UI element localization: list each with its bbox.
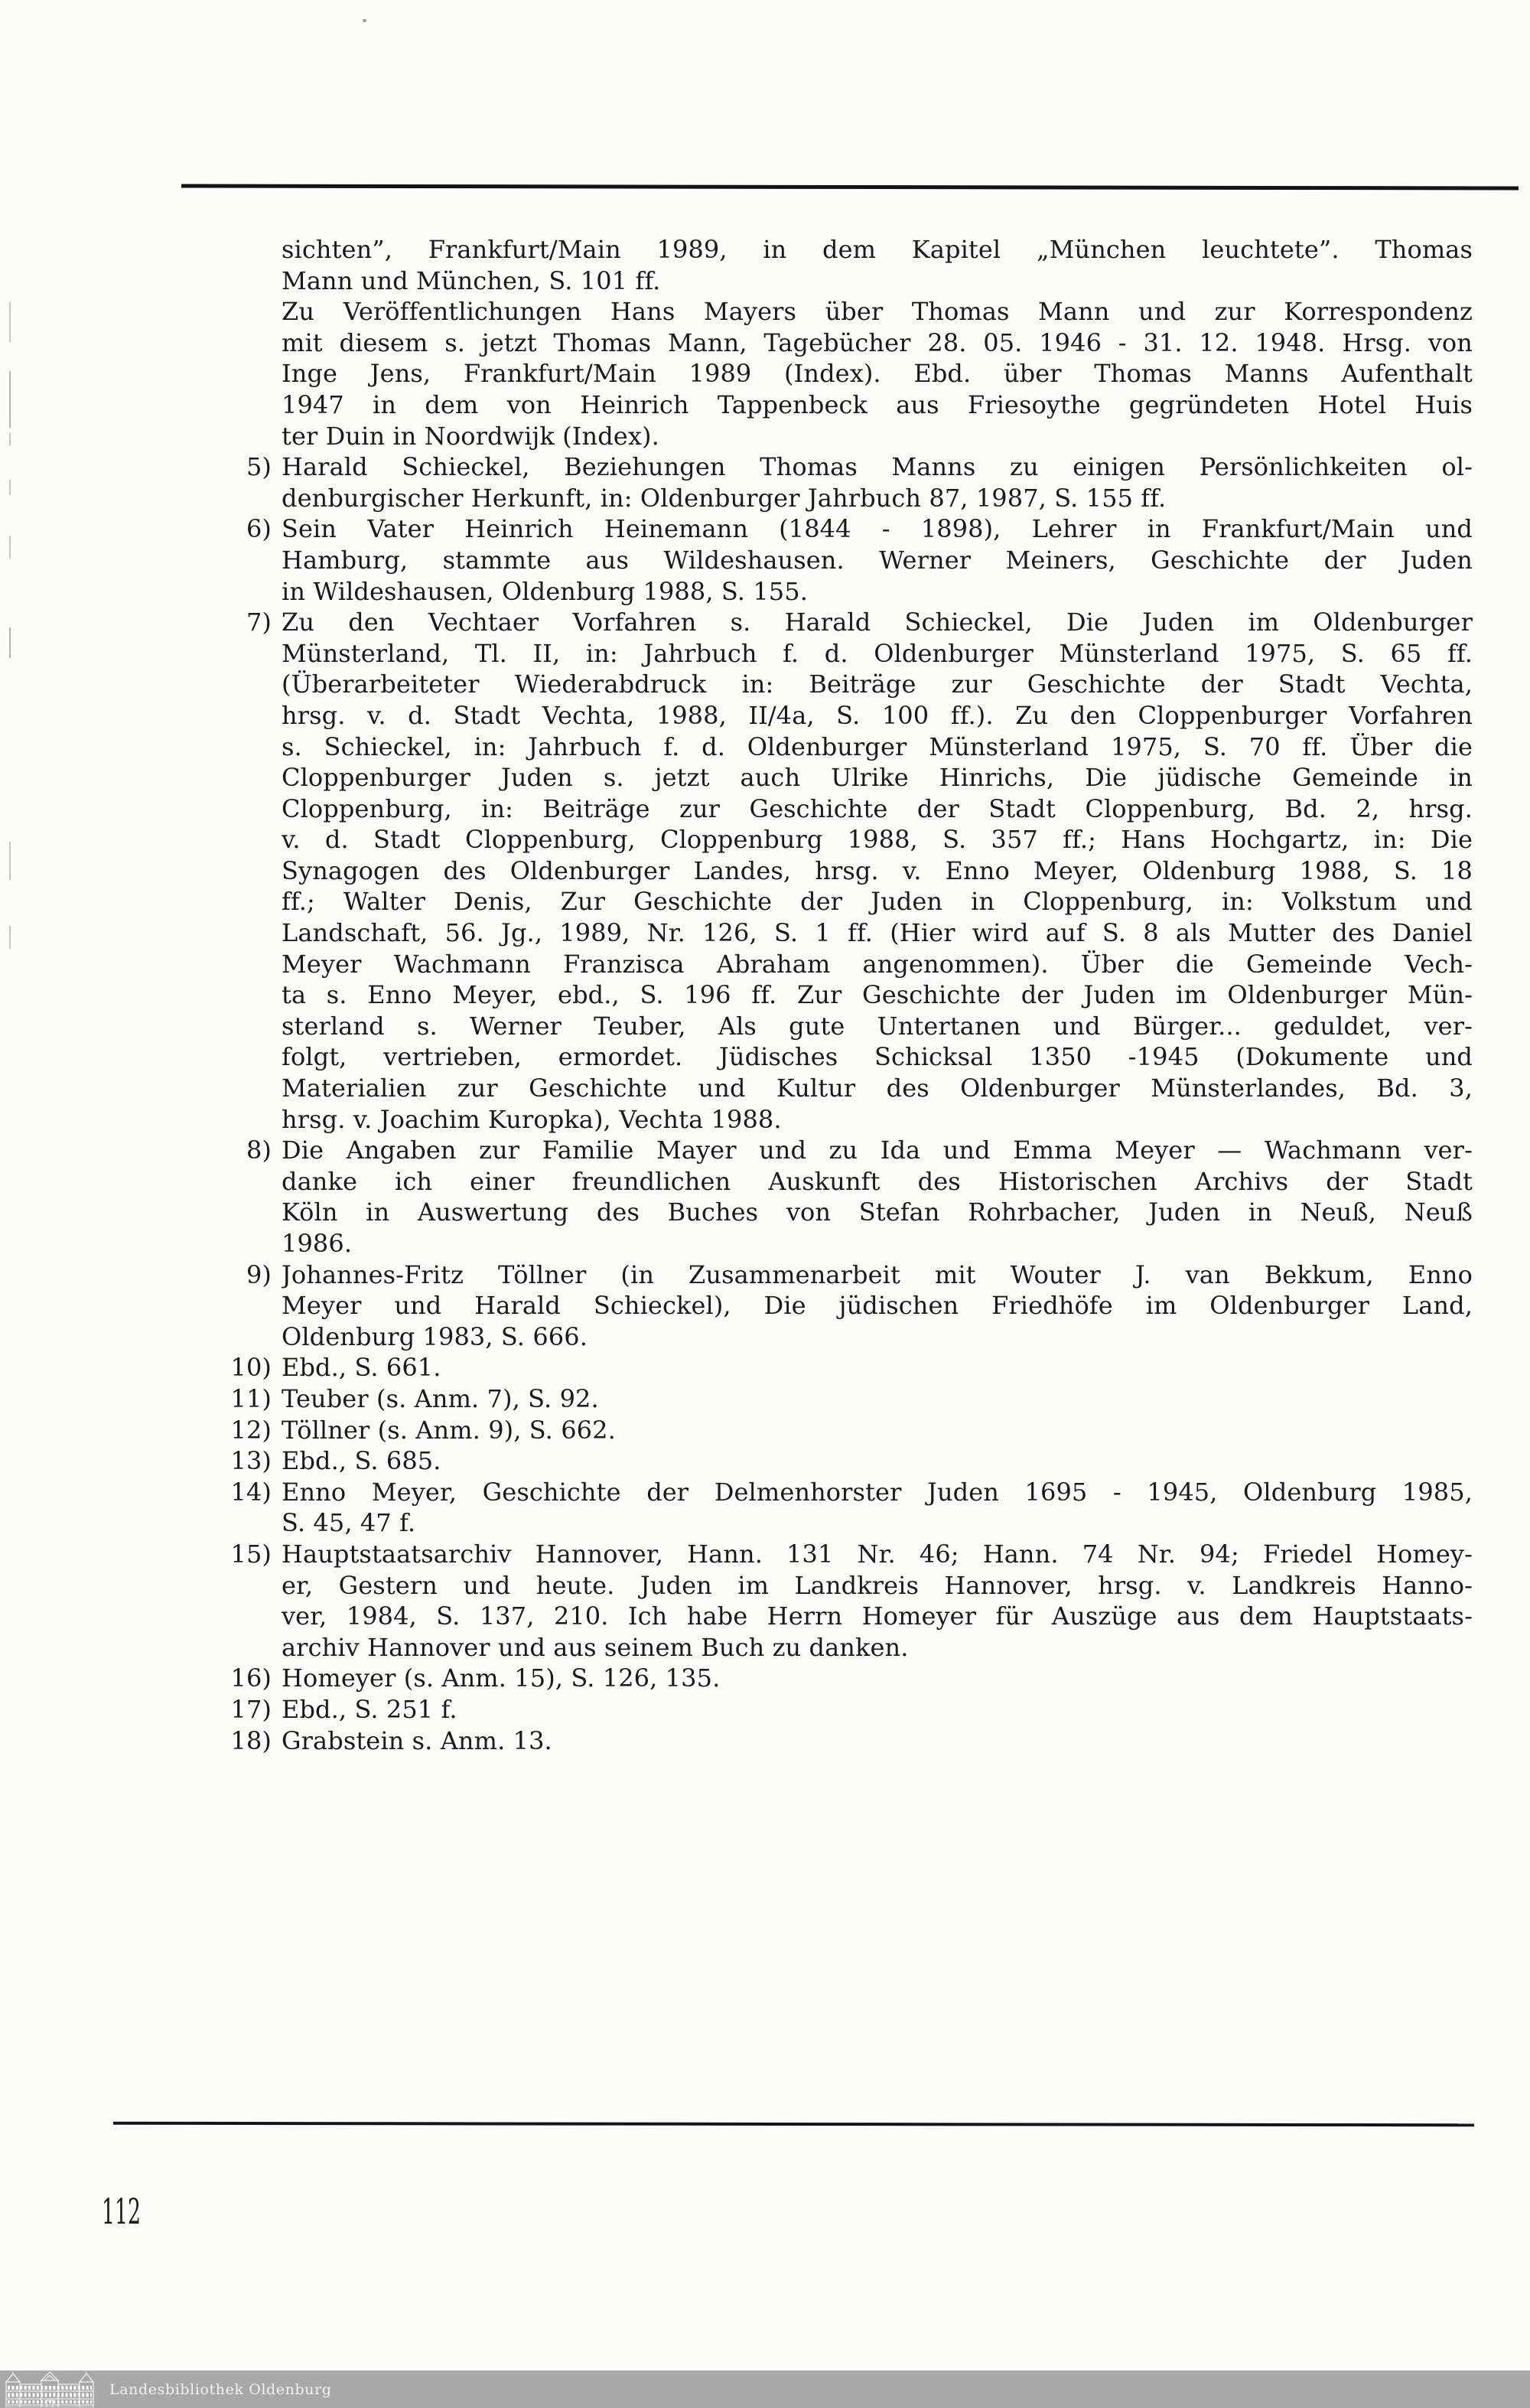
footnote-line: Zu den Vechtaer Vorfahren s. Harald Schieckel, Die Juden im Oldenburger (282, 608, 1473, 637)
footnote-item (216, 1259, 1473, 1353)
footnote-line: Synagogen des Oldenburger Landes, hrsg. v. Enno Meyer, Oldenburg 1988, S. 18 (282, 855, 1473, 885)
footnote-text (282, 451, 1473, 513)
footnote-line: hrsg. v. d. Stadt Vechta, 1988, II/4a, S. 100 ff.). Zu den Cloppenburger Vorfahren (282, 700, 1473, 730)
footnote-line: 1986. (282, 1229, 353, 1258)
footnote-item (216, 1352, 1473, 1383)
footnote-line: Zu Veröffentlichungen Hans Mayers über Thomas Mann und zur Korrespondenz (282, 297, 1473, 327)
scan-artifact (9, 627, 11, 658)
library-building-logo-icon (4, 2371, 96, 2407)
scan-artifact (9, 842, 11, 880)
footnote-number: 9) (246, 1259, 272, 1289)
footnote-line: sterland s. Werner Teuber, Als gute Untertanen und Bürger... geduldet, ver- (282, 1011, 1473, 1041)
footnote-line: Landschaft, 56. Jg., 1989, Nr. 126, S. 1 ff. (Hier wird auf S. 8 als Mutter des Daniel (282, 918, 1473, 948)
footnote-number: 8) (246, 1136, 272, 1165)
scan-artifact (9, 926, 11, 949)
footnote-item (216, 1477, 1473, 1539)
footnote-number (216, 234, 272, 296)
footnote-text (282, 1539, 1473, 1663)
top-rule (181, 184, 1519, 190)
footnote-line: Cloppenburg, in: Beiträge zur Geschichte der Stadt Cloppenburg, Bd. 2, hrsg. (282, 793, 1473, 823)
bottom-rule (113, 2122, 1474, 2126)
footnote-number (216, 296, 272, 451)
footnote-continuation (216, 234, 1473, 296)
footnote-item (216, 1445, 1473, 1477)
footnote-line: denburgischer Herkunft, in: Oldenburger Jahrbuch 87, 1987, S. 155 ff. (282, 483, 1167, 513)
footnote-text (282, 513, 1473, 607)
footnote-line: Köln in Auswertung des Buches von Stefan Rohrbacher, Juden in Neuß, Neuß (282, 1197, 1473, 1227)
footnote-continuation (216, 296, 1473, 451)
footnote-text (282, 1477, 1473, 1539)
footnote-number: 10) (230, 1353, 272, 1383)
footnote-text (282, 1445, 1473, 1477)
footnote-line: er, Gestern und heute. Juden im Landkreis Hannover, hrsg. v. Landkreis Hanno- (282, 1570, 1473, 1600)
footnote-line: v. d. Stadt Cloppenburg, Cloppenburg 1988, S. 357 ff.; Hans Hochgartz, in: Die (282, 825, 1473, 855)
footnote-line: Ebd., S. 661. (282, 1353, 441, 1383)
footnote-number: 11) (230, 1383, 272, 1413)
scan-artifact (9, 536, 11, 559)
footnote-line: Harald Schieckel, Beziehungen Thomas Manns zu einigen Persönlichkeiten ol- (282, 452, 1473, 482)
footnote-number: 12) (230, 1415, 272, 1445)
footnote-line: Meyer Wachmann Franzisca Abraham angenommen). Über die Gemeinde Vech- (282, 949, 1473, 979)
footnote-text (282, 234, 1473, 296)
footnote-line: Grabstein s. Anm. 13. (282, 1725, 552, 1755)
footnote-line: Töllner (s. Anm. 9), S. 662. (282, 1415, 616, 1445)
footnote-text (282, 296, 1473, 451)
footnote-number: 16) (230, 1663, 272, 1693)
footnote-number: 15) (230, 1539, 272, 1569)
footnote-line: Meyer und Harald Schieckel), Die jüdischen Friedhöfe im Oldenburger Land, (282, 1291, 1473, 1321)
footnote-line: Mann und München, S. 101 ff. (282, 266, 661, 295)
footnote-line: Hamburg, stammte aus Wildeshausen. Werner Meiners, Geschichte der Juden (282, 545, 1473, 575)
footnote-line: hrsg. v. Joachim Kuropka), Vechta 1988. (282, 1104, 782, 1134)
footnote-item (216, 451, 1473, 513)
footnote-line: ta s. Enno Meyer, ebd., S. 196 ff. Zur Geschichte der Juden im Oldenburger Mün- (282, 980, 1473, 1010)
footnote-line: (Überarbeiteter Wiederabdruck in: Beiträge zur Geschichte der Stadt Vechta, (282, 670, 1473, 699)
footnote-item (216, 1663, 1473, 1694)
page-number: 112 (102, 2191, 141, 2232)
footnote-line: sichten”, Frankfurt/Main 1989, in dem Kapitel „München leuchtete”. Thomas (282, 235, 1473, 264)
footnote-line: danke ich einer freundlichen Auskunft des Historischen Archivs der Stadt (282, 1166, 1473, 1196)
footnote-line: Die Angaben zur Familie Mayer und zu Ida und Emma Meyer — Wachmann ver- (282, 1136, 1473, 1165)
footnote-line: s. Schieckel, in: Jahrbuch f. d. Oldenburger Münsterland 1975, S. 70 ff. Über die (282, 732, 1473, 761)
footnote-line: ter Duin in Noordwijk (Index). (282, 421, 659, 451)
footnote-line: Inge Jens, Frankfurt/Main 1989 (Index). Ebd. über Thomas Manns Aufenthalt (282, 359, 1473, 389)
footnote-item (216, 1135, 1473, 1259)
footnote-number: 14) (230, 1477, 272, 1507)
footnote-line: Hauptstaatsarchiv Hannover, Hann. 131 Nr. 46; Hann. 74 Nr. 94; Friedel Homey- (282, 1539, 1473, 1569)
footnote-text (282, 1259, 1473, 1353)
footnote-line: S. 45, 47 f. (282, 1508, 416, 1538)
footnote-number: 17) (230, 1694, 272, 1724)
footnote-line: Homeyer (s. Anm. 15), S. 126, 135. (282, 1663, 721, 1693)
footnote-item (216, 1415, 1473, 1446)
footnote-text (282, 607, 1473, 1135)
footnote-line: Ebd., S. 685. (282, 1446, 441, 1476)
library-name-label: Landesbibliothek Oldenburg (109, 2380, 332, 2398)
library-footer-bar (0, 2371, 1530, 2408)
scan-artifact (9, 433, 11, 445)
footnote-text (282, 1135, 1473, 1259)
footnote-line: Oldenburg 1983, S. 666. (282, 1321, 588, 1351)
footnote-line: folgt, vertrieben, ermordet. Jüdisches Schicksal 1350 -1945 (Dokumente und (282, 1042, 1473, 1072)
scan-artifact (9, 302, 11, 342)
footnote-item (216, 1539, 1473, 1663)
footnote-line: Ebd., S. 251 f. (282, 1694, 457, 1724)
footnote-line: ff.; Walter Denis, Zur Geschichte der Juden in Cloppenburg, in: Volkstum und (282, 887, 1473, 917)
footnote-line: Teuber (s. Anm. 7), S. 92. (282, 1383, 599, 1413)
footnote-line: Münsterland, Tl. II, in: Jahrbuch f. d. Oldenburger Münsterland 1975, S. 65 ff. (282, 638, 1473, 668)
footnote-item (216, 1725, 1473, 1757)
footnote-line: Cloppenburger Juden s. jetzt auch Ulrike Hinrichs, Die jüdische Gemeinde in (282, 763, 1473, 793)
footnote-text (282, 1725, 1473, 1757)
footnote-number: 13) (230, 1446, 272, 1476)
footnote-number: 18) (230, 1725, 272, 1755)
footnote-line: Johannes-Fritz Töllner (in Zusammenarbeit mit Wouter J. van Bekkum, Enno (282, 1259, 1473, 1289)
footnotes-list (216, 234, 1473, 1756)
footnote-item (216, 607, 1473, 1135)
footnote-number: 7) (246, 608, 272, 637)
scan-speck (363, 19, 366, 22)
footnote-line: mit diesem s. jetzt Thomas Mann, Tagebücher 28. 05. 1946 - 31. 12. 1948. Hrsg. von (282, 327, 1473, 357)
footnote-line: Materialien zur Geschichte und Kultur des Oldenburger Münsterlandes, Bd. 3, (282, 1074, 1473, 1103)
footnote-item (216, 1694, 1473, 1725)
footnote-line: ver, 1984, S. 137, 210. Ich habe Herrn Homeyer für Auszüge aus dem Hauptstaats- (282, 1602, 1473, 1631)
footnote-number: 5) (246, 452, 272, 482)
footnote-line: Sein Vater Heinrich Heinemann (1844 - 1898), Lehrer in Frankfurt/Main und (282, 514, 1473, 544)
footnote-number: 6) (246, 514, 272, 544)
footnote-text (282, 1352, 1473, 1383)
footnote-line: 1947 in dem von Heinrich Tappenbeck aus Friesoythe gegründeten Hotel Huis (282, 389, 1473, 419)
footnote-line: archiv Hannover und aus seinem Buch zu danken. (282, 1632, 909, 1662)
footnote-item (216, 513, 1473, 607)
footnote-line: Enno Meyer, Geschichte der Delmenhorster Juden 1695 - 1945, Oldenburg 1985, (282, 1477, 1473, 1507)
scan-artifact (9, 480, 11, 495)
footnote-text (282, 1415, 1473, 1446)
footnote-line: in Wildeshausen, Oldenburg 1988, S. 155. (282, 576, 808, 606)
footnote-text (282, 1383, 1473, 1415)
scan-artifact (9, 371, 11, 428)
footnote-text (282, 1663, 1473, 1694)
footnote-item (216, 1383, 1473, 1415)
footnote-text (282, 1694, 1473, 1725)
